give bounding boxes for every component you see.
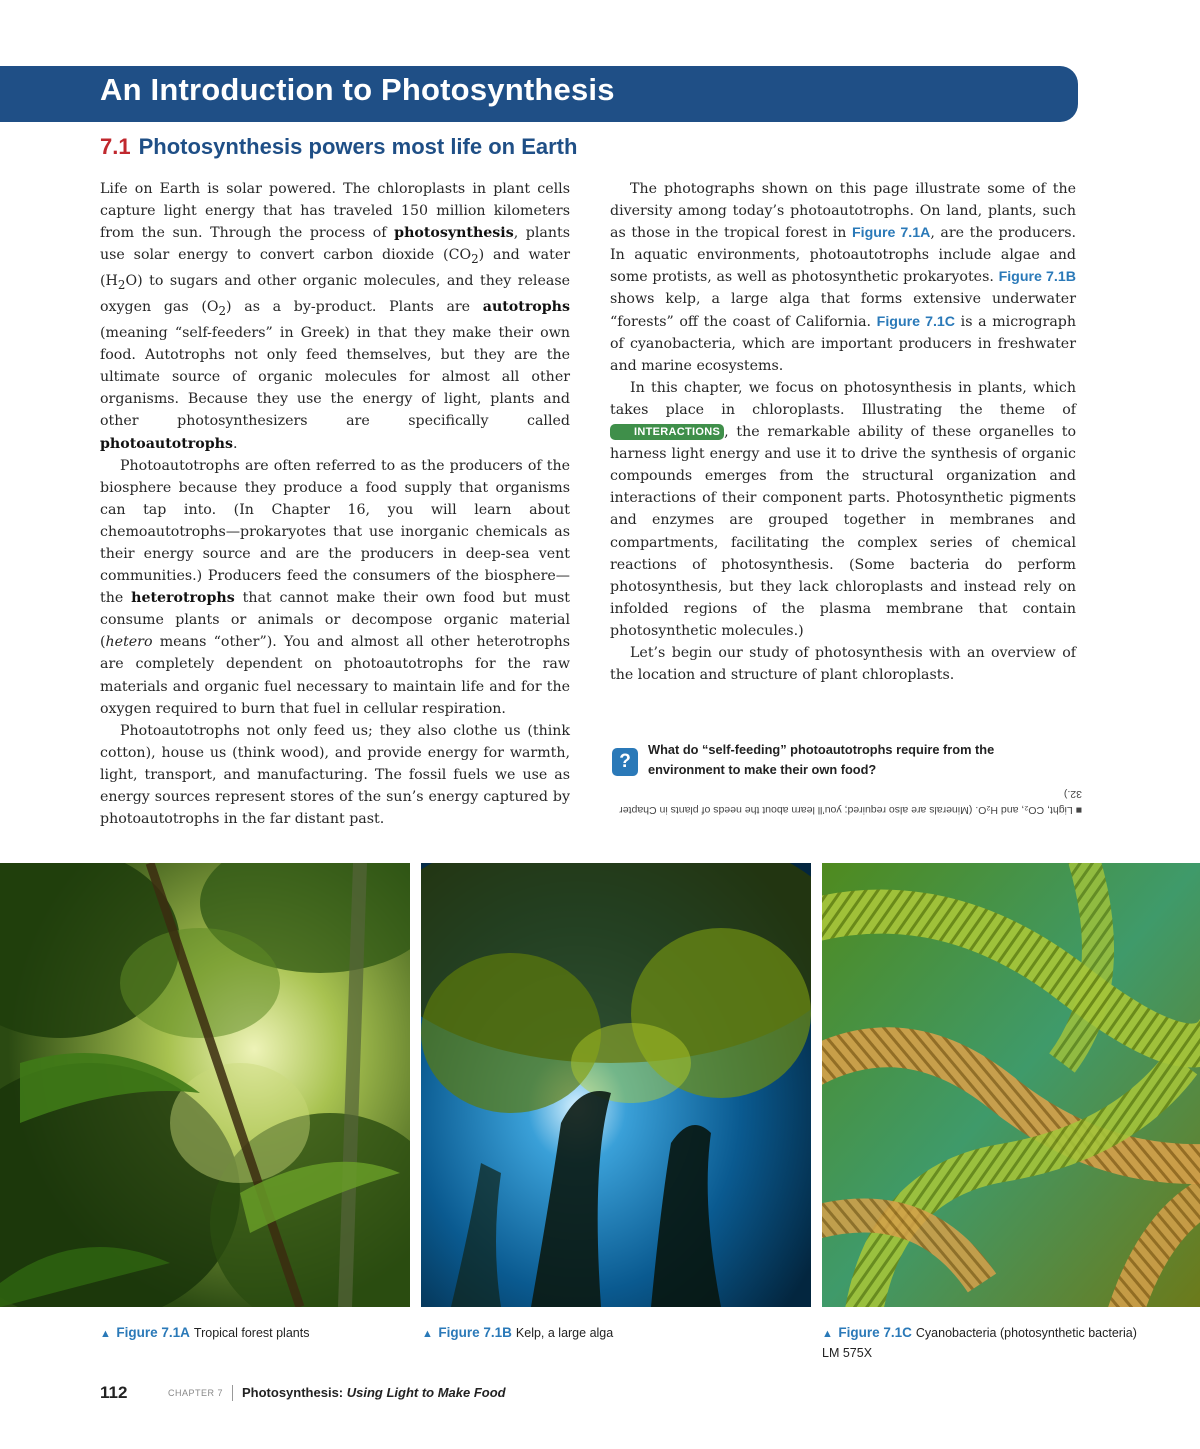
photo-cyanobacteria-micrograph [822,863,1200,1307]
caption-text: Tropical forest plants [193,1326,310,1340]
upside-down-answer: ■ Light, CO₂, and H₂O. (Minerals are also required; you’ll learn about the needs of plants in Chapter 32.) [619,788,1082,816]
figure-label: Figure 7.1A [116,1325,190,1340]
term-photoautotrophs: photoautotrophs [100,435,233,452]
section-number: 7.1 [100,134,131,159]
check-question [612,740,1082,782]
question-mark-icon: ? [612,748,638,776]
paragraph: The photographs shown on this page illustrate some of the diversity among today’s photoautotrophs. On land, plants, such as those in the tropical forest in Figure 7.1A, are the producers. In aquatic environments, photoautotrophs include algae and some protists, as well as photosynthetic prokaryotes. Figure 7.1B shows kelp, a large alga that forms extensive underwater “forests” off the coast of California. Figure 7.1C is a micrograph of cyanobacteria, which are important producers in freshwater and marine ecosystems. [610,181,1077,374]
term-photosynthesis: photosynthesis [394,225,514,242]
figure-caption [422,1323,802,1344]
figure-label: Figure 7.1C [838,1325,912,1340]
figure-label: Figure 7.1B [438,1325,512,1340]
section-title: Photosynthesis powers most life on Earth [138,134,578,159]
term-heterotrophs: heterotrophs [131,590,235,607]
paragraph: In this chapter, we focus on photosynthesis in plants, which takes place in chloroplasts. Illustrating the theme of INTERACTIONS , the remarkable ability of these organelles to harness light energy and use it to drive the synthesis of organic compounds emerges from the structural organization and interactions of their component parts. Photosynthetic pigments and enzymes are grouped together in membranes and compartments, facilitating the complex series of chemical reactions of photosynthesis. (Some bacteria do perform photosynthesis, but they lack chloroplasts and instead rely on infolded regions of the plasma membrane that contain photosynthetic molecules.) [610,379,1076,639]
caption-text: Kelp, a large alga [515,1326,614,1340]
figure-caption [100,1323,400,1344]
figure-link-7-1a[interactable]: Figure 7.1A [852,225,931,242]
footer-divider [232,1385,233,1401]
figure-link-7-1c[interactable]: Figure 7.1C [876,313,956,330]
interactions-badge: INTERACTIONS [610,424,724,440]
paragraph: Photoautotrophs not only feed us; they also clothe us (think cotton), house us (think wood), and provide energy for warmth, light, transport, and manufacturing. The fossil fuels we use as energy sources represent stores of the sun’s energy captured by photoautotrophs in the far distant past. [100,722,570,828]
paragraph: Life on Earth is solar powered. The chloroplasts in plant cells capture light energy that has traveled 150 million kilometers from the sun. Through the process of photosynthesis, plants use solar energy to convert carbon dioxide $(CO_2)$ and water $(H_2O)$ to sugars and other organic molecules, and they release oxygen gas $(O_2)$ as a by-product. Plants are autotrophs (meaning “self-feeders” in Greek) in that they make their own food. Autotrophs not only feed themselves, but they are the ultimate source of organic molecules for almost all other organisms. Because they use the energy of light, plants and other photosynthesizers are specifically called photoautotrophs. [100,181,571,452]
figure-caption [822,1323,1152,1363]
triangle-icon: ▲ [422,1328,433,1340]
photo-tropical-forest [0,863,410,1307]
paragraph: Photoautotrophs are often referred to as the producers of the biosphere because they produce a food supply that organisms can tap into. (In Chapter 16, you will learn about chemoautotrophs—prokaryotes that use inorganic chemicals as their energy source and are the producers in deep-sea vent communities.) Producers feed the consumers of the biosphere—the heterotrophs that cannot make their own food but must consume plants or animals or decompose organic material (hetero means “other”). You and almost all other heterotrophs are completely dependent on photoautotrophs for the raw materials and organic fuel necessary to maintain life and for the oxygen required to burn that fuel in cellular respiration. [100,457,570,717]
term-autotrophs: autotrophs [482,299,570,316]
paragraph: Let’s begin our study of photosynthesis with an overview of the location and structure of plant chloroplasts. [610,644,1076,684]
chapter-banner [0,66,1078,122]
right-column [610,178,1076,686]
triangle-icon: ▲ [822,1328,833,1340]
caption-text: Cyanobacteria (photosynthetic bacteria) LM 575X [822,1326,1137,1360]
section-heading [100,134,577,160]
photo-kelp-forest [421,863,811,1307]
chapter-title: An Introduction to Photosynthesis [100,72,615,107]
question-text: What do “self-feeding” photoautotrophs require from the environment to make their own food? [648,742,995,777]
page-number: 112 [100,1383,128,1402]
left-column [100,178,570,830]
figure-link-7-1b[interactable]: Figure 7.1B [998,269,1077,286]
chapter-running-title: Photosynthesis: Using Light to Make Food [242,1385,506,1400]
chapter-label: CHAPTER 7 [168,1388,224,1398]
triangle-icon: ▲ [100,1328,111,1340]
